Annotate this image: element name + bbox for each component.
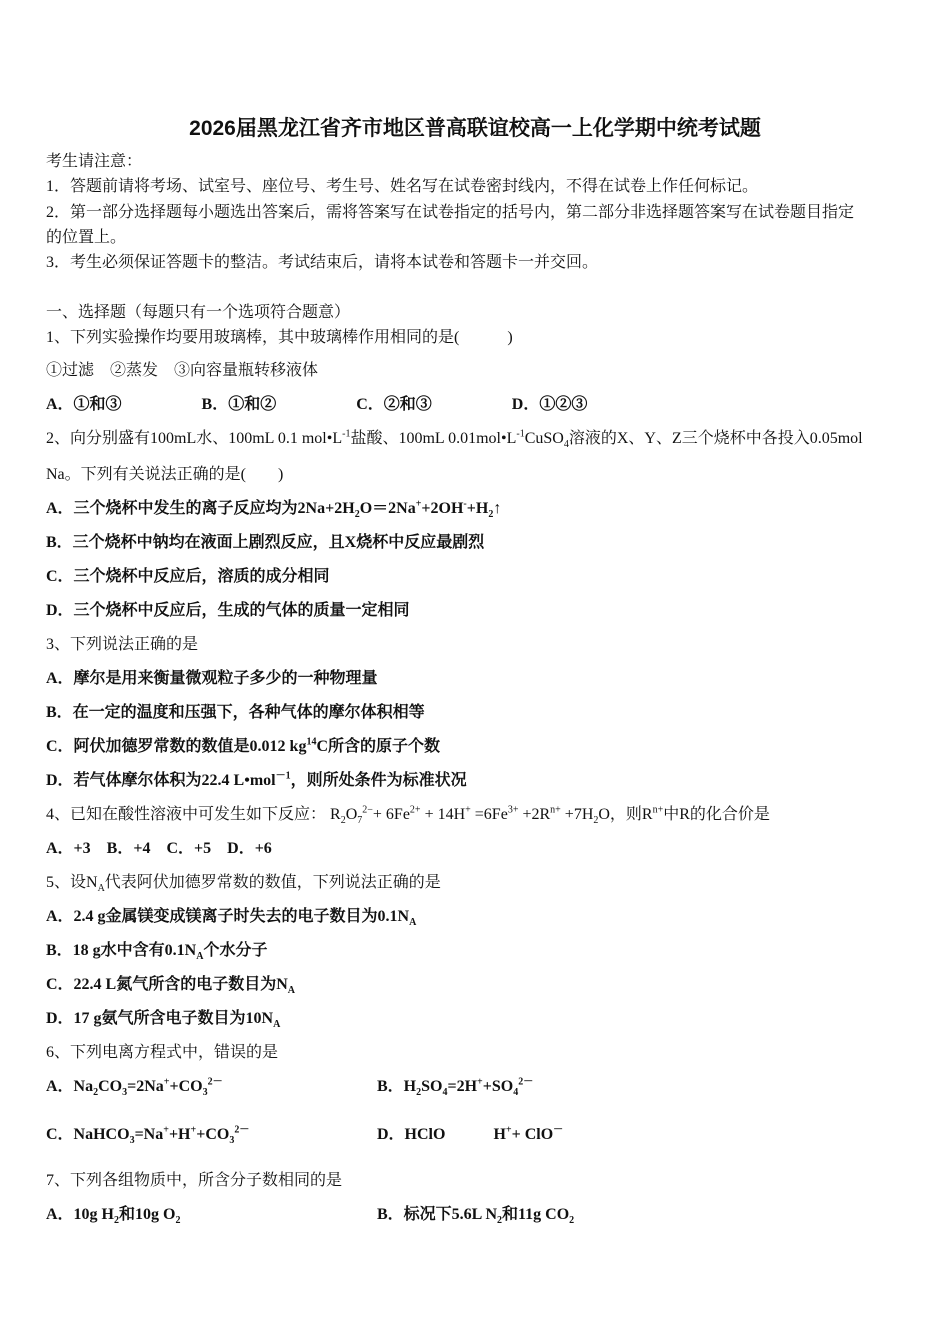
text-line: [46, 328, 513, 348]
superscript: +: [505, 1124, 512, 1136]
text-segment: C．NaHCO: [46, 1126, 130, 1143]
text-segment: =6Fe: [470, 806, 508, 823]
text-segment: C．三个烧杯中反应后，溶质的成分相同: [46, 568, 330, 585]
text-segment: 代表阿伏加德罗常数的数值，下列说法正确的是: [104, 874, 441, 891]
subscript: 4: [442, 1087, 448, 1099]
text-segment: B．三个烧杯中钠均在液面上剧烈反应，且X烧杯中反应最剧烈: [46, 534, 485, 551]
text-segment: B．18 g水中含有0.1N: [46, 942, 197, 959]
text-segment: A．三个烧杯中发生的离子反应均为2Na+2H: [46, 500, 355, 517]
text-segment: +H: [466, 500, 489, 517]
text-segment: +7H: [560, 806, 594, 823]
superscript: n+: [652, 804, 664, 816]
text-segment: 盐酸、100mL 0.01mol•L: [350, 430, 517, 447]
text-segment: SO: [421, 1078, 443, 1095]
text-line: [46, 975, 295, 995]
text-line: [46, 1171, 342, 1191]
subscript: 7: [357, 815, 363, 827]
text-segment: CO: [98, 1078, 123, 1095]
superscript: 2−: [362, 804, 373, 816]
text-segment: 7、下列各组物质中，所含分子数相同的是: [46, 1172, 343, 1189]
text-line: [46, 228, 126, 248]
text-segment: 个水分子: [203, 942, 268, 959]
superscript: -: [463, 498, 467, 510]
text-line: [46, 805, 770, 825]
text-line: [46, 839, 272, 859]
text-segment: =2Na: [127, 1078, 164, 1095]
text-segment: O: [345, 806, 358, 823]
text-line: [46, 1077, 223, 1097]
text-line: [377, 1077, 533, 1097]
superscript: +: [163, 1124, 169, 1136]
text-line: [46, 203, 854, 223]
text-line: [46, 703, 425, 723]
text-line: [46, 1205, 180, 1225]
text-segment: A．摩尔是用来衡量微观粒子多少的一种物理量: [46, 670, 378, 687]
text-segment: C所含的原子个数: [316, 738, 441, 755]
text-segment: 中R的化合价是: [663, 806, 770, 823]
text-segment: 6、下列电离方程式中，错误的是: [46, 1044, 279, 1061]
text-line: [46, 253, 598, 273]
text-segment: ①过滤 ②蒸发 ③向容量瓶转移液体: [46, 362, 319, 379]
text-segment: +2OH: [421, 500, 464, 517]
text-line: [46, 601, 410, 621]
text-segment: 一、选择题（每题只有一个选项符合题意）: [46, 304, 351, 321]
text-segment: 3．考生必须保证答题卡的整洁。考试结束后，请将本试卷和答题卡一并交回。: [46, 254, 599, 271]
text-segment: +CO: [196, 1126, 230, 1143]
superscript: 3+: [507, 804, 519, 816]
text-segment: B．H: [377, 1078, 417, 1095]
text-segment: A．+3 B．+4 C．+5 D．+6: [46, 840, 272, 857]
subscript: A: [409, 917, 417, 929]
subscript: 3: [122, 1087, 128, 1099]
text-segment: B．标况下5.6L N: [377, 1206, 498, 1223]
subscript: 2: [114, 1215, 120, 1227]
subscript: 2: [593, 815, 599, 827]
superscript: 14: [306, 736, 317, 748]
subscript: 2: [488, 509, 494, 521]
text-line: [46, 941, 267, 961]
text-segment: A．2.4 g金属镁变成镁离子时失去的电子数目为0.1N: [46, 908, 410, 925]
subscript: 4: [513, 1087, 519, 1099]
text-segment: B．在一定的温度和压强下，各种气体的摩尔体积相等: [46, 704, 425, 721]
text-segment: + ClO: [511, 1126, 554, 1143]
text-segment: +SO: [482, 1078, 514, 1095]
superscript: －1: [275, 770, 291, 782]
text-segment: D．17 g氨气所含电子数目为10N: [46, 1010, 274, 1027]
subscript: 2: [93, 1087, 99, 1099]
subscript: A: [287, 985, 296, 997]
text-line: [46, 771, 467, 791]
text-line: [46, 1125, 249, 1145]
text-segment: 和11g CO: [502, 1206, 570, 1223]
text-segment: 溶液的X、Y、Z三个烧杯中各投入0.05mol: [568, 430, 863, 447]
text-line: [46, 1043, 278, 1063]
subscript: 3: [229, 1135, 235, 1147]
subscript: 4: [563, 439, 569, 451]
superscript: +: [465, 804, 471, 816]
subscript: 3: [129, 1135, 135, 1147]
superscript: -1: [342, 428, 351, 440]
superscript: －: [553, 1124, 564, 1136]
text-line: [46, 395, 587, 415]
text-segment: O＝2Na: [359, 500, 416, 517]
text-segment: A．Na: [46, 1078, 94, 1095]
text-segment: D．三个烧杯中反应后，生成的气体的质量一定相同: [46, 602, 410, 619]
text-segment: O，则R: [598, 806, 653, 823]
text-line: [46, 429, 863, 449]
subscript: 2: [175, 1215, 181, 1227]
text-segment: D．HClO H: [377, 1126, 506, 1143]
text-line: [46, 152, 142, 172]
text-segment: C．22.4 L氮气所含的电子数目为N: [46, 976, 288, 993]
subscript: 2: [569, 1215, 575, 1227]
text-segment: +H: [168, 1126, 191, 1143]
text-segment: 2、向分别盛有100mL水、100mL 0.1 mol•L: [46, 430, 343, 447]
text-line: [46, 303, 350, 323]
superscript: 2+: [409, 804, 421, 816]
text-segment: ↑: [493, 500, 502, 517]
text-line: [46, 907, 416, 927]
text-line: [377, 1125, 563, 1145]
superscript: +: [190, 1124, 197, 1136]
superscript: +: [163, 1076, 170, 1088]
superscript: 2－: [518, 1076, 534, 1088]
text-segment: D．若气体摩尔体积为22.4 L•mol: [46, 772, 276, 789]
text-segment: =Na: [134, 1126, 164, 1143]
text-line: [46, 361, 318, 381]
text-segment: +2R: [518, 806, 551, 823]
text-segment: Na。下列有关说法正确的是( ): [46, 466, 284, 483]
text-segment: 5、设N: [46, 874, 98, 891]
text-segment: A．①和③ B．①和② C．②和③ D．①②③: [46, 396, 588, 413]
subscript: 2: [416, 1087, 422, 1099]
text-segment: 2．第一部分选择题每小题选出答案后，需将答案写在试卷指定的括号内，第二部分非选择题答案写在试卷题目指定: [46, 204, 855, 221]
text-segment: 1．答题前请将考场、试室号、座位号、考生号、姓名写在试卷密封线内，不得在试卷上作任何标记。: [46, 178, 759, 195]
subscript: 2: [340, 815, 346, 827]
text-line: [46, 737, 440, 757]
text-line: [46, 177, 758, 197]
subscript: A: [97, 883, 105, 895]
subscript: 2: [354, 509, 360, 521]
text-segment: 3、下列说法正确的是: [46, 636, 199, 653]
page-title: 2026届黑龙江省齐市地区普高联谊校高一上化学期中统考试题: [189, 117, 761, 140]
text-line: [46, 499, 501, 519]
text-line: [46, 1009, 280, 1029]
superscript: +: [477, 1076, 483, 1088]
text-line: [46, 465, 283, 485]
text-line: [46, 533, 484, 553]
subscript: A: [273, 1019, 281, 1031]
text-line: [46, 669, 378, 689]
subscript: A: [196, 951, 204, 963]
text-segment: 4、已知在酸性溶液中可发生如下反应： R: [46, 806, 341, 823]
text-segment: + 14H: [420, 806, 466, 823]
text-segment: =2H: [447, 1078, 478, 1095]
text-line: [46, 873, 441, 893]
subscript: 3: [202, 1087, 208, 1099]
text-segment: A．10g H: [46, 1206, 115, 1223]
text-segment: 考生请注意：: [46, 153, 143, 170]
text-segment: +CO: [169, 1078, 203, 1095]
text-line: [377, 1205, 574, 1225]
superscript: n+: [550, 804, 561, 816]
superscript: 2－: [234, 1124, 250, 1136]
superscript: 2－: [207, 1076, 223, 1088]
text-segment: 的位置上。: [46, 229, 127, 246]
text-line: [46, 567, 330, 587]
text-segment: 1、下列实验操作均要用玻璃棒，其中玻璃棒作用相同的是( ): [46, 329, 513, 346]
text-segment: + 6Fe: [372, 806, 410, 823]
subscript: 2: [497, 1215, 503, 1227]
superscript: -1: [516, 428, 525, 440]
text-segment: 和10g O: [119, 1206, 176, 1223]
text-segment: ，则所处条件为标准状况: [290, 772, 467, 789]
text-segment: CuSO: [524, 430, 564, 447]
superscript: +: [415, 498, 422, 510]
text-segment: C．阿伏加德罗常数的数值是0.012 kg: [46, 738, 307, 755]
text-line: [46, 635, 198, 655]
